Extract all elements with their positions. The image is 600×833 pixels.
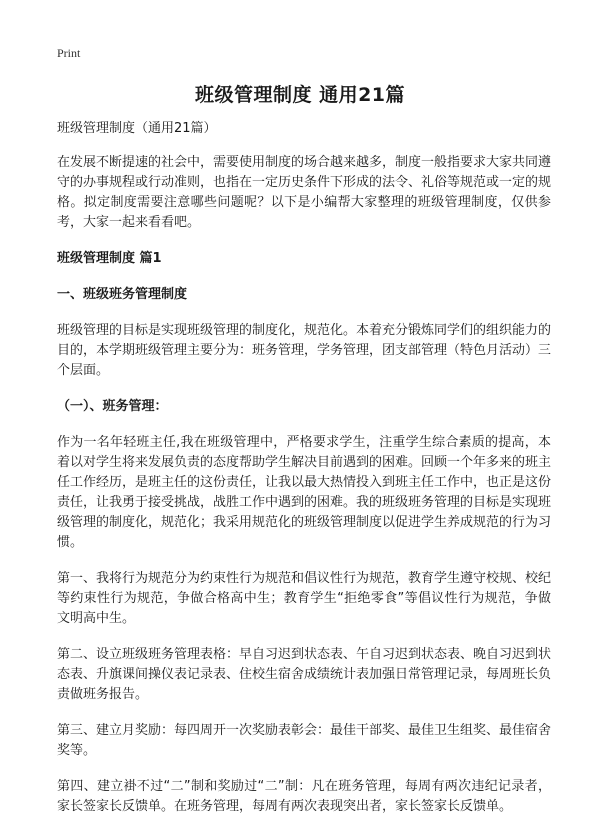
heading-class-affairs: （一）、班务管理： [57,399,168,414]
paragraph-rule-second: 第二、设立班级班务管理表格：早自习迟到状态表、午自习迟到状态表、晚自习迟到状态表、升旗课间操仪表记录表、住校生宿舍成绩统计表加强日常管理记录，每周班长负责做班务报告。 [57,647,552,702]
paragraph-rule-fourth: 第四、建立褂不过“二”制和奖励过“二”制：凡在班务管理，每周有两次违纪记录者，家长签家长反馈单。在班务管理，每周有两次表现突出者，家长签家长反馈单。 [57,779,551,814]
paragraph-rule-third: 第三、建立月奖励：每四周开一次奖励表彰会：最佳干部奖、最佳卫生组奖、最佳宿舍奖等。 [57,723,552,758]
print-link[interactable]: Print [57,46,81,60]
section-title: 班级管理制度 篇1 [57,251,162,266]
paragraph-rule-first: 第一、我将行为规范分为约束性行为规范和倡议性行为规范，教育学生遵守校规、校纪等约束性行为规范，争做合格高中生；教育学生“拒绝零食”等倡议性行为规范，争做文明高中生。 [57,571,552,626]
heading-class-affairs-system: 一、班级班务管理制度 [57,287,188,302]
intro-paragraph: 在发展不断提速的社会中，需要使用制度的场合越来越多，制度一般指要求大家共同遵守的办事规程或行动准则，也指在一定历史条件下形成的法令、礼俗等规范或一定的规格。拟定制度需要注意哪些问题呢？以下是小编帮大家整理的班级管理制度，仅供参考，大家一起来看看吧。 [57,155,552,230]
page-title: 班级管理制度 通用21篇 [194,84,406,106]
document-subtitle: 班级管理制度（通用21篇） [57,121,217,136]
document-body [57,119,551,833]
paragraph-management-goal: 班级管理的目标是实现班级管理的制度化，规范化。本着充分锻炼同学们的组织能力的目的，本学期班级管理主要分为：班务管理，学务管理，团支部管理（特色月活动）三个层面。 [57,323,552,378]
paragraph-teacher-experience: 作为一名年轻班主任,我在班级管理中，严格要求学生，注重学生综合素质的提高，本着以对学生将来发展负责的态度帮助学生解决目前遇到的困难。回顾一个年多来的班主任工作经历，是班主任的这份责任，让我以最大热情投入到班主任工作中，也正是这份责任，让我勇于接受挑战，战胜工作中遇到的困难。我的班级班务管理的目标是实现班级管理的制度化，规范化；我采用规范化的班级管理制度以促进学生养成规范的行为习惯。 [57,435,552,550]
